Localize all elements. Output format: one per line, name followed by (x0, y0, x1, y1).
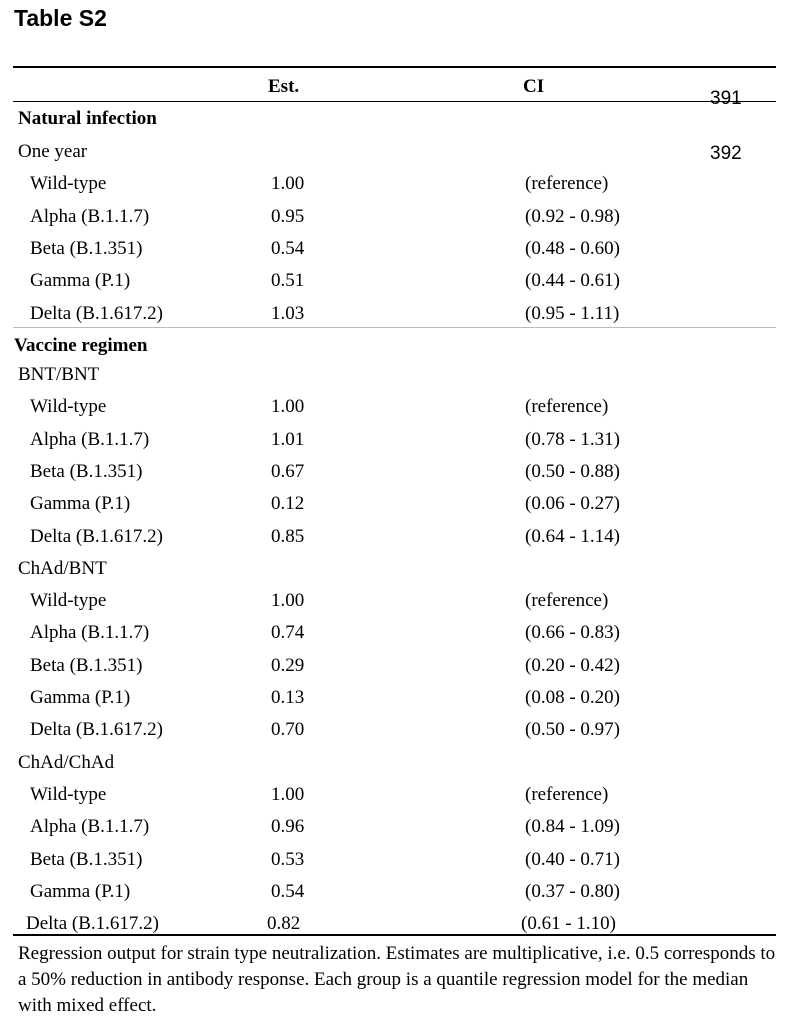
table-row-estimate: 0.53 (271, 848, 305, 870)
table-row-strain: Gamma (P.1) (30, 493, 131, 515)
table-row-estimate: 0.85 (271, 525, 305, 547)
table-row-strain: Delta (B.1.617.2) (30, 525, 163, 547)
table-row-ci: (0.06 - 0.27) (525, 493, 620, 515)
table-row-ci: (0.44 - 0.61) (525, 270, 620, 292)
table-row-ci: (0.84 - 1.09) (525, 816, 620, 838)
table-row-estimate: 0.51 (271, 270, 305, 292)
table-row-strain: Wild-type (30, 173, 107, 195)
table-row-estimate: 0.67 (271, 460, 305, 482)
table-row-strain: Beta (B.1.351) (30, 654, 143, 676)
table-row-strain: Beta (B.1.351) (30, 460, 143, 482)
group-label: ChAd/ChAd (18, 751, 115, 773)
table-row-strain: Alpha (B.1.1.7) (30, 816, 150, 838)
table-row-strain: Alpha (B.1.1.7) (30, 622, 150, 644)
table-row-strain: Delta (B.1.617.2) (26, 913, 159, 935)
table-row-estimate: 0.13 (271, 687, 305, 708)
table-row-strain: Gamma (P.1) (30, 687, 131, 708)
group-label: BNT/BNT (18, 364, 100, 385)
table-row-strain: Delta (B.1.617.2) (30, 302, 163, 324)
table-row-strain: Beta (B.1.351) (30, 848, 143, 870)
group-label: One year (18, 141, 88, 162)
table-row-ci: (reference) (525, 783, 609, 805)
section-heading: Vaccine regimen (14, 335, 148, 356)
table-row-estimate: 1.00 (271, 783, 305, 805)
table-caption: Regression output for strain type neutralization. Estimates are multiplicative, i.e. 0.5 corresponds to a 50% reduction in antibody response. Each group is a quantile regression model for the median with mixed effect. (18, 943, 776, 1016)
table-row-strain: Beta (B.1.351) (30, 237, 143, 259)
line-number: 392 (710, 143, 742, 164)
table-title: Table S2 (14, 5, 107, 31)
column-header-ci: CI (523, 76, 545, 97)
table-row-estimate: 1.01 (271, 428, 305, 450)
table-row-strain: Gamma (P.1) (30, 880, 131, 902)
table-row-estimate: 0.12 (271, 493, 305, 515)
table-row-ci: (reference) (525, 396, 609, 418)
table-row-ci: (0.48 - 0.60) (525, 237, 620, 259)
table-row-estimate: 0.70 (271, 719, 305, 741)
table-row-ci: (reference) (525, 173, 609, 195)
table-row-ci: (0.92 - 0.98) (525, 205, 620, 227)
section-heading: Natural infection (18, 108, 157, 129)
table-row-estimate: 1.00 (271, 590, 305, 612)
table-row-ci: (0.66 - 0.83) (525, 622, 620, 644)
table-row-strain: Alpha (B.1.1.7) (30, 205, 150, 227)
column-header-estimate: Est. (268, 76, 300, 97)
table-row-strain: Gamma (P.1) (30, 270, 131, 292)
table-row-estimate: 1.00 (271, 396, 305, 418)
table-row-ci: (0.50 - 0.88) (525, 460, 620, 482)
table-row-estimate: 0.95 (271, 205, 305, 227)
table-row-ci: (0.08 - 0.20) (525, 687, 620, 708)
table-row-strain: Wild-type (30, 590, 107, 612)
table-row-strain: Wild-type (30, 396, 107, 418)
group-label: ChAd/BNT (18, 557, 107, 579)
header-rule (13, 101, 776, 102)
table-row-ci: (0.95 - 1.11) (525, 302, 620, 324)
table-row-strain: Wild-type (30, 783, 107, 805)
table-row-ci: (reference) (525, 590, 609, 612)
table-row-strain: Delta (B.1.617.2) (30, 719, 163, 741)
table-row-estimate: 1.00 (271, 173, 305, 195)
table-row-ci: (0.64 - 1.14) (525, 525, 620, 547)
table-top-rule (13, 66, 776, 68)
table-row-estimate: 0.54 (271, 237, 305, 259)
table-row-ci: (0.20 - 0.42) (525, 654, 620, 676)
table-row-ci: (0.37 - 0.80) (525, 880, 620, 902)
table-row-ci: (0.78 - 1.31) (525, 428, 620, 450)
table-row-estimate: 0.54 (271, 880, 305, 902)
section-divider (13, 327, 776, 328)
table-row-estimate: 0.96 (271, 816, 305, 838)
table-row-ci: (0.40 - 0.71) (525, 848, 620, 870)
table-row-estimate: 0.29 (271, 654, 305, 676)
line-number: 391 (710, 88, 742, 109)
table-row-estimate: 0.82 (267, 913, 301, 935)
table-row-ci: (0.50 - 0.97) (525, 719, 620, 741)
table-row-ci: (0.61 - 1.10) (521, 913, 616, 935)
table-row-estimate: 1.03 (271, 302, 305, 324)
table-row-strain: Alpha (B.1.1.7) (30, 428, 150, 450)
table-row-estimate: 0.74 (271, 622, 305, 644)
